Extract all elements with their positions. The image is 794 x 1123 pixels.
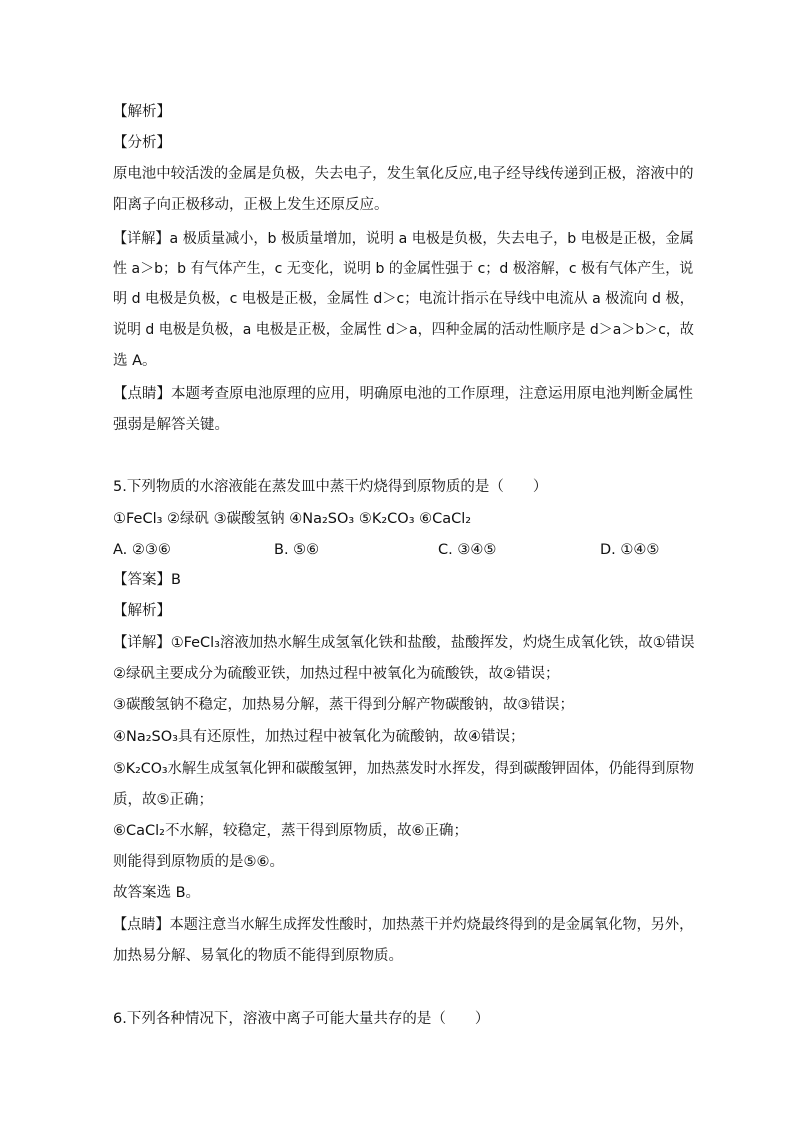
xiangjie-line-1: 【详解】a 极质量减小，b 极质量增加，说明 a 电极是负极，失去电子，b 电极是正极，金属: [113, 231, 694, 247]
fenxi-line-1: 原电池中较活泼的金属是负极，失去电子，发生氧化反应,电子经导线传递到正极，溶液中的: [113, 166, 694, 182]
q5-xiangjie-line-9: 故答案选 B。: [113, 885, 201, 901]
q5-xiangjie-line-2: ②绿矾主要成分为硫酸亚铁，加热过程中被氧化为硫酸铁，故②错误；: [113, 666, 560, 682]
option-d: D. ①④⑤: [600, 542, 660, 558]
q5-xiangjie-line-6: 质，故⑤正确；: [113, 792, 213, 808]
dianjing-line-2: 强弱是解答关键。: [113, 417, 229, 433]
q5-xiangjie-line-7: ⑥CaCl₂不水解，较稳定，蒸干得到原物质，故⑥正确；: [113, 823, 468, 839]
xiangjie-line-2: 性 a＞b；b 有气体产生，c 无变化，说明 b 的金属性强于 c；d 极溶解，c 极有气体产生，说: [113, 261, 694, 277]
q5-xiangjie-line-1: 【详解】①FeCl₃溶液加热水解生成氢氧化铁和盐酸，盐酸挥发，灼烧生成氧化铁，故①错误: [113, 635, 695, 651]
q5-dianjing-line-1: 【点睛】本题注意当水解生成挥发性酸时，加热蒸干并灼烧最终得到的是金属氧化物，另外，: [113, 917, 694, 933]
xiangjie-line-5: 选 A。: [113, 353, 157, 369]
q5-xiangjie-line-5: ⑤K₂CO₃水解生成氢氧化钾和碳酸氢钾，加热蒸发时水挥发，得到碳酸钾固体，仍能得到原物: [113, 761, 694, 777]
question-5-stem: 5.下列物质的水溶液能在蒸发皿中蒸干灼烧得到原物质的是（ ）: [113, 479, 548, 495]
dianjing-line-1: 【点睛】本题考查原电池原理的应用，明确原电池的工作原理，注意运用原电池判断金属性: [113, 386, 693, 402]
fenxi-line-2: 阳离子向正极移动，正极上发生还原反应。: [113, 197, 389, 213]
option-b: B. ⑤⑥: [274, 542, 320, 558]
q5-xiangjie-line-4: ④Na₂SO₃具有还原性，加热过程中被氧化为硫酸钠，故④错误；: [113, 729, 525, 745]
xiangjie-line-3: 明 d 电极是负极，c 电极是正极，金属性 d＞c；电流计指示在导线中电流从 a 极流向 d 极，: [113, 291, 694, 307]
section-heading-jiexi-5: 【解析】: [113, 603, 171, 619]
q5-dianjing-line-2: 加热易分解、易氧化的物质不能得到原物质。: [113, 948, 403, 964]
section-heading-jiexi: 【解析】: [113, 104, 171, 120]
q5-xiangjie-line-8: 则能得到原物质的是⑤⑥。: [113, 854, 284, 870]
option-c: C. ③④⑤: [438, 542, 497, 558]
question-6-stem: 6.下列各种情况下，溶液中离子可能大量共存的是（ ）: [113, 1011, 490, 1027]
section-heading-fenxi: 【分析】: [113, 135, 171, 151]
option-a: A. ②③⑥: [113, 542, 171, 558]
question-5-items: ①FeCl₃ ②绿矾 ③碳酸氢钠 ④Na₂SO₃ ⑤K₂CO₃ ⑥CaCl₂: [113, 511, 472, 527]
answer-line: 【答案】B: [113, 572, 181, 588]
q5-xiangjie-line-3: ③碳酸氢钠不稳定，加热易分解，蒸干得到分解产物碳酸钠，故③错误；: [113, 697, 574, 713]
xiangjie-line-4: 说明 d 电极是负极，a 电极是正极，金属性 d＞a，四种金属的活动性顺序是 d＞a＞b＞c，故: [113, 322, 694, 338]
